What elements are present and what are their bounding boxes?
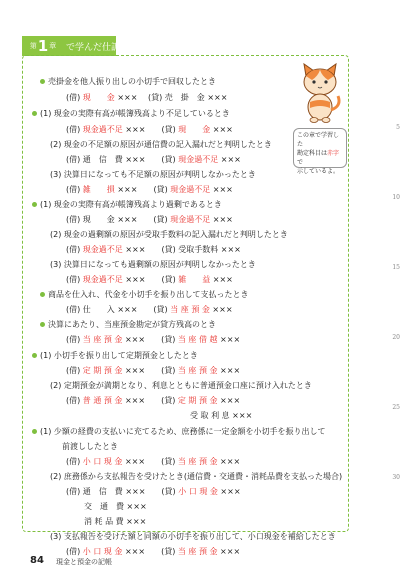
cat-mascot-icon — [296, 62, 344, 124]
account-name: 定 期 預 金 — [177, 396, 218, 405]
entry-line — [50, 380, 312, 391]
entry-line — [50, 531, 336, 542]
bullet-icon — [32, 111, 37, 116]
entry-text: 決算にあたり、当座預金勘定が貸方残高のとき — [48, 320, 216, 329]
entry-line — [66, 124, 233, 135]
entry-text: ××× (貸) 売 掛 金 ××× — [114, 93, 228, 102]
entry-text: ××× (貸) — [114, 185, 171, 194]
entry-text: ××× — [210, 275, 233, 284]
bullet-icon — [40, 322, 45, 327]
entry-text: (借) — [66, 457, 83, 466]
entry-line — [66, 214, 233, 225]
entry-line — [48, 319, 216, 330]
entry-text: ××× — [210, 125, 233, 134]
entry-text: 売掛金を他人振り出しの小切手で回収したとき — [48, 77, 216, 86]
page-number: 84 — [30, 555, 44, 566]
entry-line — [66, 486, 241, 497]
callout-line-2 — [297, 149, 343, 167]
entry-text: 前渡ししたとき — [62, 442, 118, 451]
account-name: 現 金 — [178, 125, 211, 134]
entry-text: (借) — [66, 245, 83, 254]
account-name: 現金過不足 — [170, 215, 211, 224]
entry-text: (借) — [66, 547, 83, 556]
entry-text: ××× (貸) — [122, 125, 179, 134]
entry-text: ××× — [217, 335, 241, 344]
entry-line — [62, 441, 118, 452]
account-name: 現金過不足 — [82, 245, 123, 254]
account-name: 当 座 預 金 — [177, 366, 218, 375]
entry-text: (借) — [66, 185, 83, 194]
entry-text: (3) 決算日になっても不足額の原因が判明しなかったとき — [50, 170, 256, 179]
entry-text: (1) 現金の実際有高が帳簿残高より過剰であるとき — [40, 200, 222, 209]
entry-text: ××× — [217, 547, 241, 556]
entry-line — [84, 501, 147, 512]
entry-text: (2) 定期預金が満期となり、利息とともに普通預金口座に預け入れたとき — [50, 381, 312, 390]
entry-text: (借) — [66, 93, 83, 102]
entry-line — [48, 289, 248, 300]
entry-text: ××× (貸) — [122, 547, 178, 556]
bullet-icon — [32, 429, 37, 434]
entry-text: (借) 通 信 費 ××× (貸) — [66, 487, 179, 496]
entry-text: 交 通 費 ××× — [84, 502, 147, 511]
account-name: 雑 益 — [178, 275, 211, 284]
entry-text: (3) 決算日になっても過剰額の原因が判明しなかったとき — [50, 260, 256, 269]
bullet-icon — [32, 353, 37, 358]
account-name: 普 通 預 金 — [82, 396, 123, 405]
bullet-icon — [40, 292, 45, 297]
account-name: 現金過不足 — [82, 275, 123, 284]
entry-line — [66, 92, 227, 103]
account-name: 小 口 現 金 — [82, 547, 123, 556]
bullet-icon — [40, 79, 45, 84]
entry-line — [66, 334, 240, 345]
entry-text: ××× — [210, 185, 233, 194]
entry-line — [50, 471, 342, 482]
entry-text: ××× (貸) — [122, 366, 178, 375]
entry-line — [66, 184, 233, 195]
bullet-icon — [32, 202, 37, 207]
entry-text: 受 取 利 息 ××× — [190, 411, 253, 420]
entry-text: ××× — [217, 366, 241, 375]
entry-text: ××× (貸) 受取手数料 ××× — [122, 245, 241, 254]
entry-line — [50, 139, 272, 150]
entry-text: ××× (貸) — [122, 457, 178, 466]
callout-text-a: 勘定科目は — [297, 150, 328, 157]
account-name: 当 座 借 越 — [177, 335, 218, 344]
line-number: 15 — [392, 264, 400, 271]
entry-line — [66, 456, 240, 467]
entry-text: ××× — [218, 155, 241, 164]
entry-text: (1) 少額の経費の支払いに充てるため、庶務係に一定金額を小切手を振り出して — [40, 427, 326, 436]
entry-text: ××× — [209, 305, 233, 314]
entry-text: (2) 現金の過剰額の原因が受取手数料の記入漏れだと判明したとき — [50, 230, 288, 239]
account-name: 現金過不足 — [178, 155, 219, 164]
entry-line — [66, 154, 241, 165]
entry-text: ××× (貸) — [122, 275, 179, 284]
entry-line — [66, 304, 233, 315]
chapter-suffix: 章 — [49, 42, 57, 50]
callout-text-red: 赤字 — [327, 150, 340, 157]
entry-line — [66, 244, 241, 255]
entry-line — [50, 259, 256, 270]
entry-line — [84, 516, 146, 527]
entry-line — [40, 108, 230, 119]
entry-text: (2) 現金の不足額の原因が通信費の記入漏れだと判明したとき — [50, 140, 272, 149]
entry-line — [40, 350, 198, 361]
line-number: 20 — [392, 334, 400, 341]
callout-line-1: この章で学習した — [297, 132, 340, 148]
entry-text: 消 耗 品 費 ××× — [84, 517, 147, 526]
entry-text: (借) — [66, 335, 83, 344]
callout-line-3: 示しているよ。 — [297, 168, 340, 175]
entry-text: ××× (貸) — [122, 396, 178, 405]
account-name: 当 座 預 金 — [82, 335, 123, 344]
entry-line — [66, 274, 233, 285]
account-name: 定 期 預 金 — [82, 366, 123, 375]
chapter-number: 1 — [37, 37, 49, 55]
entry-text: (1) 現金の実際有高が帳簿残高より不足しているとき — [40, 109, 230, 118]
account-name: 当 座 預 金 — [177, 457, 218, 466]
entry-text: 商品を仕入れ、代金を小切手を振り出して支払ったとき — [48, 290, 249, 299]
entry-line — [50, 229, 288, 240]
line-number: 30 — [392, 474, 400, 481]
entry-line — [50, 169, 256, 180]
entry-text: (2) 庶務係から支払報告を受けたとき(通信費・交通費・消耗品費を支払った場合) — [50, 472, 343, 481]
account-name: 現 金 — [82, 93, 115, 102]
line-number: 5 — [396, 124, 400, 131]
entry-line — [48, 76, 216, 87]
chapter-header — [22, 36, 121, 56]
account-name: 小 口 現 金 — [82, 457, 123, 466]
callout-text-c: で — [297, 159, 304, 166]
line-number: 10 — [392, 194, 400, 201]
account-name: 雑 損 — [82, 185, 115, 194]
section-title: で学んだ仕訳 — [66, 43, 121, 53]
entry-text: (借) — [66, 275, 83, 284]
line-number: 25 — [392, 404, 400, 411]
entry-text: (借) — [66, 396, 83, 405]
chapter-label: 第 — [29, 42, 37, 50]
account-name: 現金過不足 — [170, 185, 211, 194]
entry-text: ××× — [217, 457, 241, 466]
account-name: 当 座 預 金 — [170, 305, 210, 314]
chapter-badge — [24, 37, 62, 55]
mascot-callout — [293, 128, 347, 175]
entry-text: ××× — [217, 396, 241, 405]
account-name: 当 座 預 金 — [177, 547, 218, 556]
entry-text: ××× — [210, 215, 233, 224]
entry-text: ××× — [217, 487, 241, 496]
entry-text: (借) 仕 入 ××× (貸) — [66, 305, 171, 314]
entry-text: (借) 現 金 ××× (貸) — [66, 215, 171, 224]
account-name: 現金過不足 — [82, 125, 123, 134]
entry-text: (1) 小切手を振り出して定期預金としたとき — [40, 351, 198, 360]
entry-line — [66, 365, 240, 376]
entry-text: (3) 支払報告を受けた額と同額の小切手を振り出して、小口現金を補給したとき — [50, 532, 336, 541]
account-name: 小 口 現 金 — [178, 487, 218, 496]
entry-line — [66, 546, 240, 557]
entry-text: ××× (貸) — [122, 335, 178, 344]
entry-line — [190, 410, 252, 421]
entry-line — [66, 395, 240, 406]
entry-line — [40, 199, 222, 210]
entry-text: (借) 通 信 費 ××× (貸) — [66, 155, 179, 164]
entry-line — [40, 426, 326, 437]
entry-text: (借) — [66, 366, 83, 375]
footer-chapter-title: 現金と預金の記帳 — [56, 558, 112, 566]
entry-text: (借) — [66, 125, 83, 134]
